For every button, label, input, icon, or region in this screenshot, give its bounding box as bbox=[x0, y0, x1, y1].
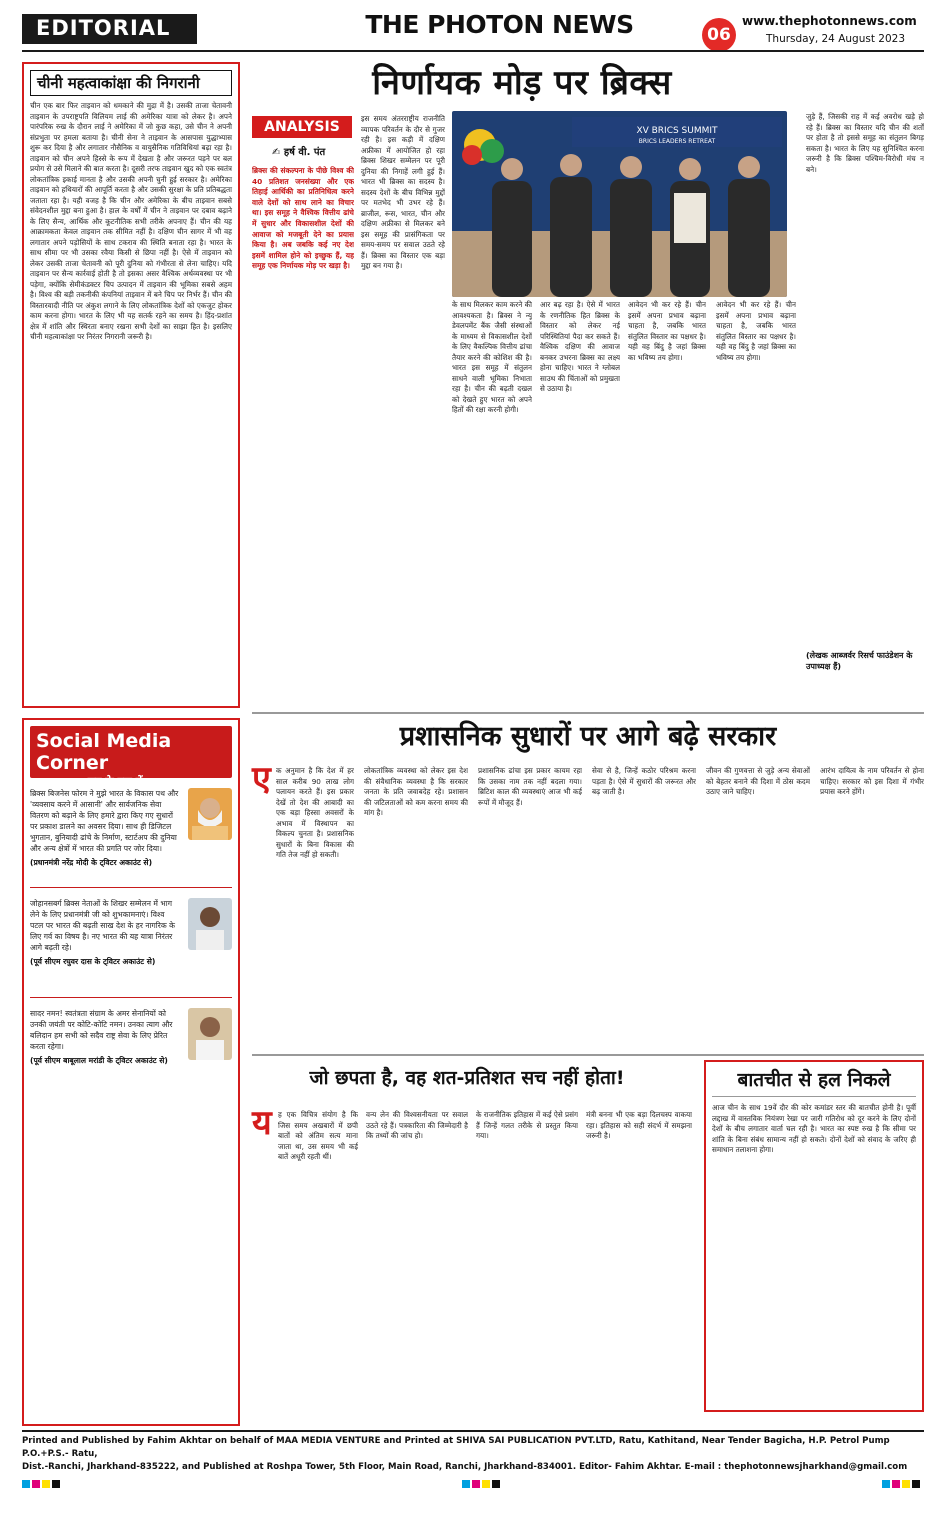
left-article-title: चीनी महत्वाकांक्षा की निगरानी bbox=[30, 70, 232, 96]
newspaper-title bbox=[362, 10, 637, 39]
second-story-column: आरंभ दायित्व के नाम परिवर्तन से होना चाहिए। सरकार को इस दिशा में गंभीर प्रयास करने होंगे। bbox=[820, 766, 924, 796]
section-label: EDITORIAL bbox=[22, 14, 197, 44]
main-story-column: इस समय अंतरराष्ट्रीय राजनीति व्यापक परिवर्तन के दौर से गुजर रही है। इस कड़ी में दक्षिण अफ्रीका में आयोजित हो रहा ब्रिक्स शिखर सम्मेलन पर पूरी दुनिया की निगाहें लगी हुई हैं। भारत भी ब्रिक्स का सदस्य है। सदस्य देशों के बीच विभिन्न मुद्दों पर मतभेद भी उभर रहे हैं। ब्राजील, रूस, भारत, चीन और दक्षिण अफ्रीका से मिलकर बने इस समूह की प्रासंगिकता पर समय-समय पर सवाल उठते रहे हैं। ब्रिक्स का विस्तार एक बड़ा मुद्दा बन गया है। bbox=[361, 114, 445, 270]
fourth-headline: बातचीत से हल निकले bbox=[712, 1066, 916, 1097]
second-story-column: प्रशासनिक ढांचा इस प्रकार कायम रहा कि उसका नाम तक नहीं बदला गया। ब्रिटिश काल की व्यवस्थाएं आज भी कई रूपों में मौजूद हैं। bbox=[478, 766, 582, 807]
post-attribution: (प्रधानमंत्री नरेंद्र मोदी के ट्विटर अकाउंट से) bbox=[30, 858, 153, 867]
social-header bbox=[30, 726, 232, 788]
post-attribution: (पूर्व सीएम रघुवर दास के ट्विटर अकाउंट से) bbox=[30, 957, 156, 966]
brics-summit-photo bbox=[452, 111, 787, 297]
second-headline: प्रशासनिक सुधारों पर आगे बढ़े सरकार bbox=[399, 721, 777, 752]
third-story-column: वन्य लेन की विश्वसनीयता पर सवाल उठते रहे हैं। पत्रकारिता की जिम्मेदारी है कि तथ्यों की जांच हो। bbox=[366, 1110, 468, 1140]
social-post bbox=[30, 1008, 232, 1108]
main-story-column: आवेदन भी कर रहे हैं। चीन इसमें अपना प्रभाव बढ़ाना चाहता है, जबकि भारत संतुलित विस्तार का पक्षधर है। यही वह बिंदु है जहां ब्रिक्स का भविष्य तय होगा। bbox=[628, 300, 706, 362]
author-photo bbox=[188, 788, 232, 840]
social-post bbox=[30, 898, 232, 998]
left-article-body: चीन एक बार फिर ताइवान को धमकाने की मुद्रा में है। उसकी ताजा चेतावनी ताइवान के उपराष्ट्रपति विलियम लाई की अमेरिका यात्रा को लेकर है। अपने पारंपरिक रुख के दौरान लाई ने अमेरिका में जो कुछ कहा, उसे चीन ने अपनी संप्रभुता पर हमला बताया है। चीनी सेना ने ताइवान के आसपास युद्धाभ्यास शुरू कर दिया है और लगातार नौसैनिक व वायुसैनिक गतिविधियां बढ़ा रहा है। ताइवान को चीन अपने हिस्से के रूप में देखता है और जरूरत पड़ने पर बल प्रयोग से उसे मिलाने की बात करता है। दूसरी तरफ ताइवान खुद को एक स्वतंत्र लोकतांत्रिक इकाई मानता है और उसकी अपनी चुनी हुई सरकार है। अमेरिका ताइवान को हथियारों की आपूर्ति करता है और उसकी सुरक्षा के प्रति प्रतिबद्धता जताता रहा है। यही वजह है कि चीन और अमेरिका के बीच ताइवान सबसे संवेदनशील मुद्दा बना हुआ है। हाल के वर्षों में चीन ने ताइवान पर दबाव बढ़ाने के लिए सैन्य, आर्थिक और कूटनीतिक सभी तरीके अपनाए हैं। चीन की यह आक्रामकता केवल ताइवान तक सीमित नहीं है। दक्षिण चीन सागर में भी वह लगातार अपने पड़ोसियों के साथ टकराव की स्थिति बनाता रहा है। भारत के साथ सीमा पर भी उसका रवैया किसी से छिपा नहीं है। ऐसे में ताइवान को लेकर उसकी ताजा चेतावनी को पूरी दुनिया को गंभीरता से लेना चाहिए। यदि ताइवान पर सैन्य कार्रवाई होती है तो इसका असर वैश्विक अर्थव्यवस्था पर भी पड़ेगा, क्योंकि सेमीकंडक्टर चिप उत्पादन में ताइवान की भूमिका सबसे अहम है। विश्व की बड़ी तकनीकी कंपनियां ताइवान में बने चिप पर निर्भर हैं। चीन की विस्तारवादी नीति पर अंकुश लगाने के लिए लोकतांत्रिक देशों को एकजुट होकर काम करना होगा। भारत के लिए भी यह सतर्क रहने का समय है। हिंद-प्रशांत क्षेत्र में शांति और स्थिरता बनाए रखना सभी देशों का साझा हित है। इसलिए चीनी महत्वाकांक्षा पर निरंतर निगरानी जरूरी है। bbox=[30, 101, 232, 341]
section-divider bbox=[252, 712, 924, 714]
main-story-column: के साथ मिलकर काम करने की आवश्यकता है। ब्रिक्स ने न्यू डेवलपमेंट बैंक जैसी संस्थाओं के माध्यम से विकासशील देशों के लिए वैकल्पिक वित्तीय ढांचा तैयार करने की कोशिश की है। भारत इस समूह में संतुलन साधने वाली भूमिका निभाता रहा है। चीन की बढ़ती दखल को देखते हुए भारत को अपने हितों की रक्षा करनी होगी। bbox=[452, 300, 532, 414]
page-number-badge: 06 bbox=[702, 18, 736, 52]
third-headline: जो छपता है, वह शत-प्रतिशत सच नहीं होता! bbox=[309, 1067, 625, 1089]
second-story-column: लोकतांत्रिक व्यवस्था को लेकर इस देश की संवैधानिक व्यवस्था है कि सरकार जनता के प्रति जवाबदेह रहे। प्रशासन की जटिलताओं को कम करना समय की मांग है। bbox=[364, 766, 468, 817]
header-divider bbox=[22, 50, 924, 52]
print-registration-strip bbox=[22, 1480, 924, 1488]
third-story-column: मंत्री बनना भी एक बड़ा दिलचस्प वाकया रहा। इतिहास को सही संदर्भ में समझना जरूरी है। bbox=[586, 1110, 692, 1140]
imprint-line: Printed and Published by Fahim Akhtar on behalf of MAA MEDIA VENTURE and Printed at SHIVA SAI PUBLICATION PVT.LTD, Ratu, Kathitand, Near Tender Bagicha, H.P. Petrol Pump P.O.+P.S.- Ratu, bbox=[22, 1436, 890, 1459]
left-editorial-article bbox=[22, 62, 240, 708]
third-story-column: के राजनीतिक इतिहास में कई ऐसे प्रसंग हैं जिन्हें गलत तरीके से प्रस्तुत किया गया। bbox=[476, 1110, 578, 1140]
main-story-column: आर बढ़ रहा है। ऐसे में भारत के रणनीतिक हित ब्रिक्स के विस्तार को लेकर नई परिस्थितियां पैदा कर सकते हैं। वैश्विक दक्षिण की आवाज बनकर उभरना ब्रिक्स का लक्ष्य होना चाहिए। भारत ने ग्लोबल साउथ की चिंताओं को प्रमुखता से उठाया है। bbox=[540, 300, 620, 393]
second-story-column: जीवन की गुणवत्ता से जुड़े अन्य सेवाओं को बेहतर बनाने की दिशा में ठोस कदम उठाए जाने चाहिए। bbox=[706, 766, 810, 796]
post-text: जोहानसबर्ग ब्रिक्स नेताओं के शिखर सम्मेलन में भाग लेने के लिए प्रधानमंत्री जी को शुभकामनाएं। विश्व पटल पर भारत की बढ़ती साख देश के हर नागरिक के लिए गर्व का विषय है। नए भारत की यह यात्रा निरंतर आगे बढ़ती रहे। bbox=[30, 899, 175, 952]
article-author: ✍ हर्ष वी. पंत bbox=[272, 147, 326, 158]
analysis-label: ANALYSIS bbox=[252, 116, 352, 138]
social-post bbox=[30, 788, 232, 888]
social-media-corner bbox=[22, 718, 240, 1426]
third-story-column: ह एक विचित्र संयोग है कि जिस समय अखबारों में छपी बातों को अंतिम सत्य माना जाता था, उस समय भी कई बातें अधूरी रहती थीं। bbox=[278, 1110, 358, 1161]
svg-text:BRICS LEADERS RETREAT: BRICS LEADERS RETREAT bbox=[638, 138, 716, 145]
main-story-column: जुड़े हैं, जिसकी राह में कई अवरोध खड़े हो रहे हैं। ब्रिक्स का विस्तार यदि चीन की शर्तों पर होता है तो इससे समूह का संतुलन बिगड़ सकता है। भारत के लिए यह सुनिश्चित करना जरूरी है कि ब्रिक्स पश्चिम-विरोधी मंच न बने। bbox=[806, 112, 924, 174]
fourth-story-body: आज चीन के साथ 19वें दौर की कोर कमांडर स्तर की बातचीत होनी है। पूर्वी लद्दाख में वास्तविक नियंत्रण रेखा पर जारी गतिरोध को दूर करने के लिए दोनों देशों के बीच लगातार वार्ता चल रही है। भारत का स्पष्ट रुख है कि सीमा पर शांति के बिना संबंध सामान्य नहीं हो सकते। दोनों देशों को संवाद के जरिए ही समाधान तलाशना होगा। bbox=[712, 1103, 916, 1154]
drop-cap: य bbox=[252, 1103, 272, 1143]
pull-quote: ब्रिक्स की संकल्पना के पीछे विश्व की 40 प्रतिशत जनसंख्या और एक तिहाई आर्थिकी का प्रतिनिधित्व करने वाले देशों को साथ लाने का विचार था। इस समूह ने वैश्विक वित्तीय ढांचे में सुधार और विकासशील देशों की आवाज को मजबूती देने का प्रयास किया है। अब जबकि कई नए देश इसमें शामिल होने को इच्छुक हैं, यह समूह एक निर्णायक मोड़ पर खड़ा है। bbox=[252, 166, 354, 271]
main-story-column: आवेदन भी कर रहे हैं। चीन इसमें अपना प्रभाव बढ़ाना चाहता है, जबकि भारत संतुलित विस्तार का पक्षधर है। यही वह बिंदु है जहां ब्रिक्स का भविष्य तय होगा। bbox=[716, 300, 796, 362]
social-subtitle: सब के हक में... bbox=[86, 775, 154, 788]
photo-banner-text: XV BRICS SUMMIT bbox=[636, 126, 718, 136]
second-story-column: सेवा से है, जिन्हें कठोर परिश्रम करना पड़ता है। ऐसे में सुधारों की जरूरत और बढ़ जाती है। bbox=[592, 766, 696, 796]
main-headline: निर्णायक मोड़ पर ब्रिक्स bbox=[372, 63, 672, 103]
social-title: Social Media Corner bbox=[36, 730, 172, 774]
imprint-line: Dist.-Ranchi, Jharkhand-835222, and Published at Roshpa Tower, 5th Floor, Main Road, Ranchi, Jharkhand-834001. Editor- Fahim Akhtar. E-mail : thephotonnewsjharkhand@gmail.com bbox=[22, 1462, 908, 1472]
fourth-story-box bbox=[704, 1060, 924, 1412]
issue-date: Thursday, 24 August 2023 bbox=[766, 33, 906, 45]
post-text: ब्रिक्स बिजनेस फोरम ने मुझे भारत के विकास पथ और 'व्यवसाय करने में आसानी' और सार्वजनिक सेवा वितरण को बढ़ाने के लिए हमारे द्वारा किए गए सुधारों पर प्रकाश डालने का अवसर दिया। साथ ही डिजिटल भुगतान, बुनियादी ढांचे के निर्माण, स्टार्टअप की दुनिया और अन्य क्षेत्रों में भारत की प्रगति पर जोर दिया। bbox=[30, 789, 179, 853]
author-footnote: (लेखक आब्जर्वर रिसर्च फाउंडेशन के उपाध्यक्ष हैं) bbox=[806, 651, 913, 671]
author-photo bbox=[188, 1008, 232, 1060]
post-text: सादर नमन! स्वतंत्रता संग्राम के अमर सेनानियों को उनकी जयंती पर कोटि-कोटि नमन। उनका त्याग और बलिदान हम सभी को सदैव राष्ट्र सेवा के लिए प्रेरित करता रहेगा। bbox=[30, 1009, 173, 1051]
author-photo bbox=[188, 898, 232, 950]
post-attribution: (पूर्व सीएम बाबूलाल मरांडी के ट्विटर अकाउंट से) bbox=[30, 1056, 168, 1065]
website-link[interactable]: www.thephotonnews.com bbox=[742, 14, 917, 28]
masthead bbox=[0, 0, 945, 50]
newspaper-name: THE PHOTON NEWS bbox=[365, 10, 634, 39]
imprint-footer bbox=[22, 1430, 924, 1472]
drop-cap: ए bbox=[252, 759, 271, 799]
section-divider bbox=[252, 1054, 924, 1056]
second-story-column: क अनुमान है कि देश में हर साल करीब 90 लाख लोग पलायन करते हैं। इस प्रकार देखें तो देश की आबादी का एक बड़ा हिस्सा अवसरों के अभाव में विस्थापन का विकल्प चुनता है। प्रशासनिक सुधारों के बिना विकास की गति तेज नहीं हो सकती। bbox=[276, 766, 354, 859]
